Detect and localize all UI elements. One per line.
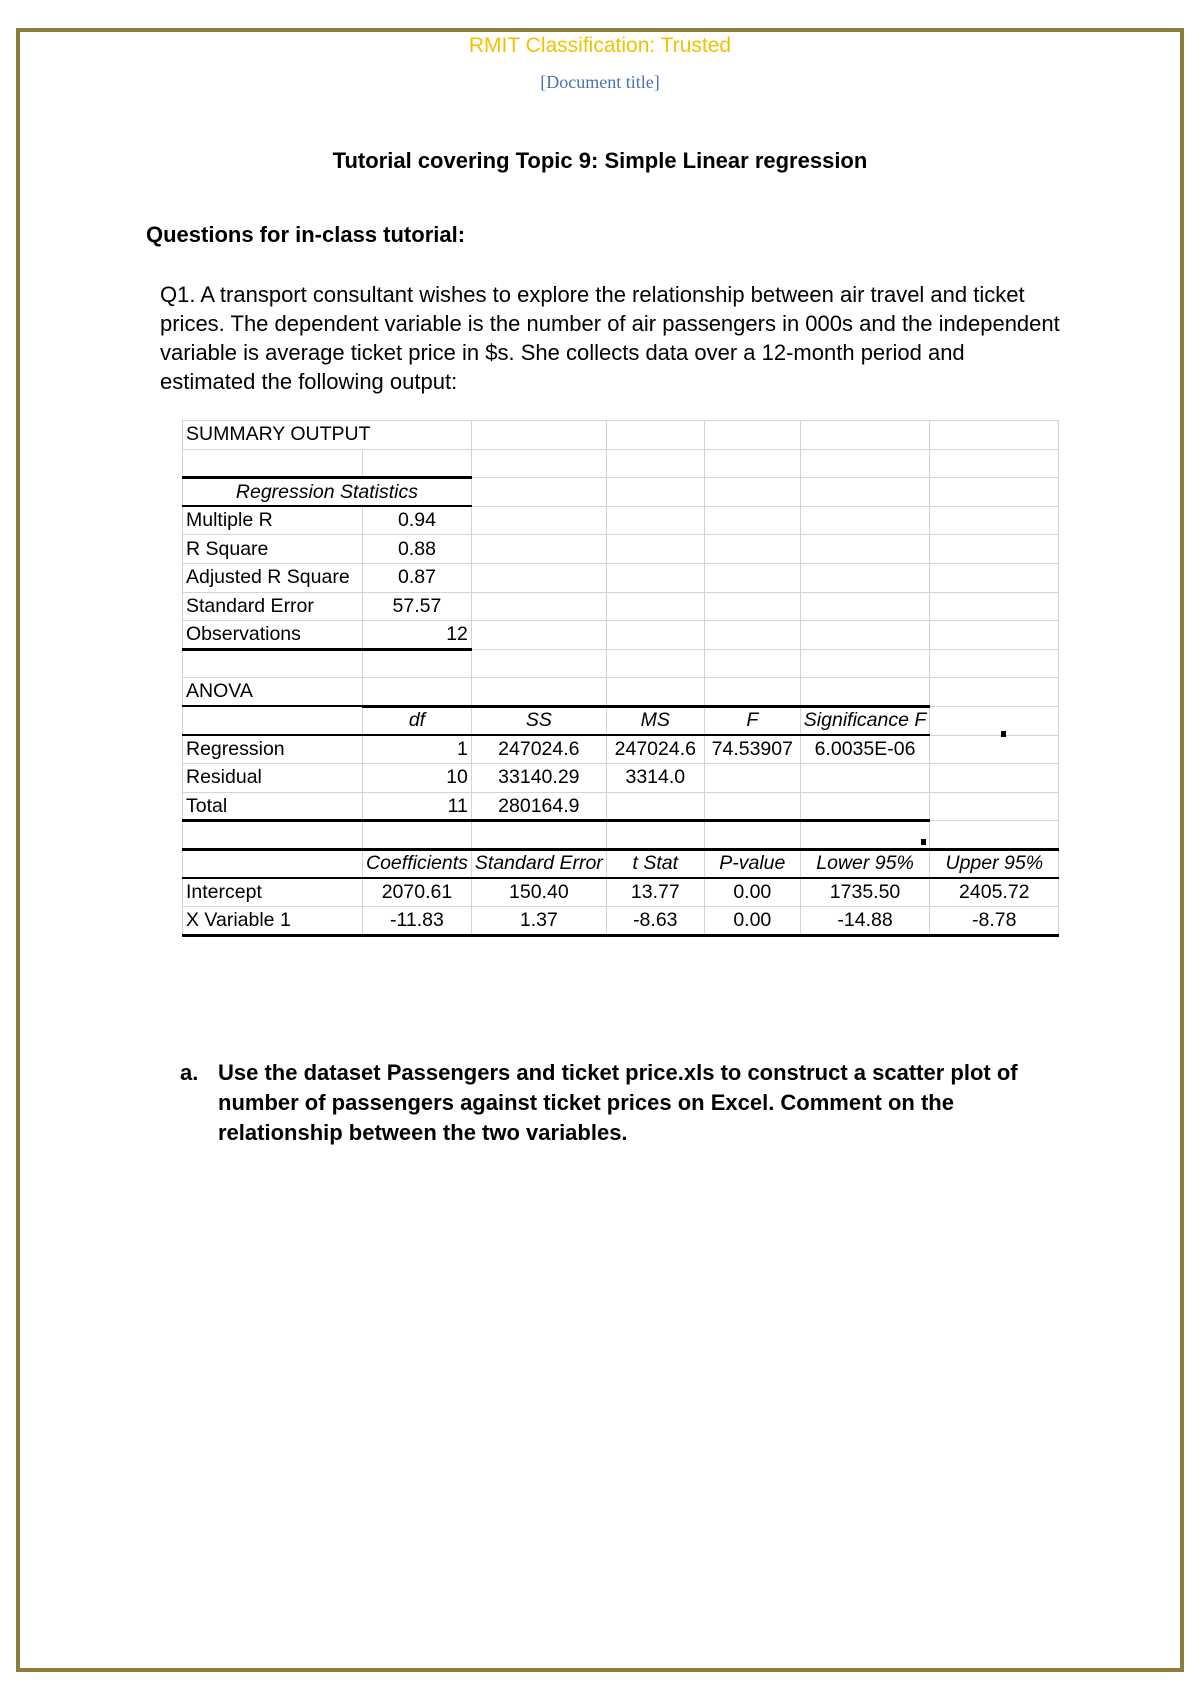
- coef-t: -8.63: [606, 907, 704, 936]
- table-row: [183, 821, 1059, 850]
- coef-p: 0.00: [704, 878, 800, 907]
- anova-df: 10: [363, 764, 472, 793]
- question-a-marker: a.: [180, 1060, 199, 1085]
- question-1-text: Q1. A transport consultant wishes to explore the relationship between air travel and ticket prices. The dependent variable is the number of air passengers in 000s and the independent variable is average ticket price in $s. She collects data over a 12-month period and estimated the following output:: [160, 282, 1060, 394]
- anova-label: Residual: [183, 764, 363, 793]
- table-row: [183, 849, 1059, 878]
- document-title[interactable]: [Document title]: [540, 72, 660, 92]
- stat-value: 57.57: [363, 592, 472, 621]
- stat-label: Observations: [183, 621, 363, 650]
- coef-header: Upper 95%: [930, 849, 1059, 878]
- coef-se: 150.40: [471, 878, 606, 907]
- anova-header: df: [363, 706, 472, 735]
- table-row: [183, 678, 1059, 707]
- anova-ss: 280164.9: [471, 792, 606, 821]
- anova-header: MS: [606, 706, 704, 735]
- question-1: [160, 280, 1060, 396]
- coef-header: Lower 95%: [800, 849, 929, 878]
- coef-label: X Variable 1: [183, 907, 363, 936]
- table-row: [183, 421, 1059, 450]
- anova-header: F: [704, 706, 800, 735]
- coef-value: 2070.61: [363, 878, 472, 907]
- table-row: [183, 478, 1059, 507]
- table-row: [183, 449, 1059, 478]
- stray-mark: [1001, 731, 1006, 737]
- table-row: [183, 506, 1059, 535]
- coef-lower: 1735.50: [800, 878, 929, 907]
- question-a: [180, 1058, 1060, 1148]
- table-row: [183, 735, 1059, 764]
- anova-f: 74.53907: [704, 735, 800, 764]
- stats-header: Regression Statistics: [183, 478, 472, 507]
- anova-ss: 33140.29: [471, 764, 606, 793]
- stat-value: 0.87: [363, 563, 472, 592]
- table-row: [183, 706, 1059, 735]
- table-row: [183, 907, 1059, 936]
- coef-upper: -8.78: [930, 907, 1059, 936]
- coef-header: t Stat: [606, 849, 704, 878]
- anova-ms: 247024.6: [606, 735, 704, 764]
- stat-label: Multiple R: [183, 506, 363, 535]
- anova-label: Total: [183, 792, 363, 821]
- stat-value: 0.88: [363, 535, 472, 564]
- regression-output-table: [182, 420, 1059, 937]
- table-row: [183, 621, 1059, 650]
- coef-t: 13.77: [606, 878, 704, 907]
- coef-se: 1.37: [471, 907, 606, 936]
- anova-title: ANOVA: [183, 678, 363, 707]
- table-row: [183, 764, 1059, 793]
- anova-ms: 3314.0: [606, 764, 704, 793]
- coef-header: P-value: [704, 849, 800, 878]
- anova-header: Significance F: [800, 706, 929, 735]
- anova-df: 1: [363, 735, 472, 764]
- coef-lower: -14.88: [800, 907, 929, 936]
- coef-label: Intercept: [183, 878, 363, 907]
- anova-sigf: 6.0035E-06: [800, 735, 929, 764]
- classification-label: RMIT Classification: Trusted: [468, 34, 732, 57]
- anova-header: SS: [471, 706, 606, 735]
- question-a-text: Use the dataset Passengers and ticket price.xls to construct a scatter plot of number of passengers against ticket prices on Excel. Comment on the relationship between the two variables.: [218, 1060, 1018, 1145]
- stray-mark: [921, 839, 926, 845]
- stat-label: Standard Error: [183, 592, 363, 621]
- table-row: [183, 649, 1059, 678]
- tutorial-title: Tutorial covering Topic 9: Simple Linear regression: [332, 148, 868, 173]
- anova-label: Regression: [183, 735, 363, 764]
- summary-title: SUMMARY OUTPUT: [183, 421, 472, 450]
- table-row: [183, 563, 1059, 592]
- coef-header: Standard Error: [471, 849, 606, 878]
- coef-header: Coefficients: [363, 849, 472, 878]
- stat-value: 12: [363, 621, 472, 650]
- anova-df: 11: [363, 792, 472, 821]
- table-row: [183, 535, 1059, 564]
- coef-upper: 2405.72: [930, 878, 1059, 907]
- anova-ss: 247024.6: [471, 735, 606, 764]
- stat-value: 0.94: [363, 506, 472, 535]
- section-heading: Questions for in-class tutorial:: [146, 222, 466, 247]
- table-row: [183, 878, 1059, 907]
- coef-p: 0.00: [704, 907, 800, 936]
- table-row: [183, 592, 1059, 621]
- table-row: [183, 792, 1059, 821]
- stat-label: Adjusted R Square: [183, 563, 363, 592]
- stat-label: R Square: [183, 535, 363, 564]
- coef-value: -11.83: [363, 907, 472, 936]
